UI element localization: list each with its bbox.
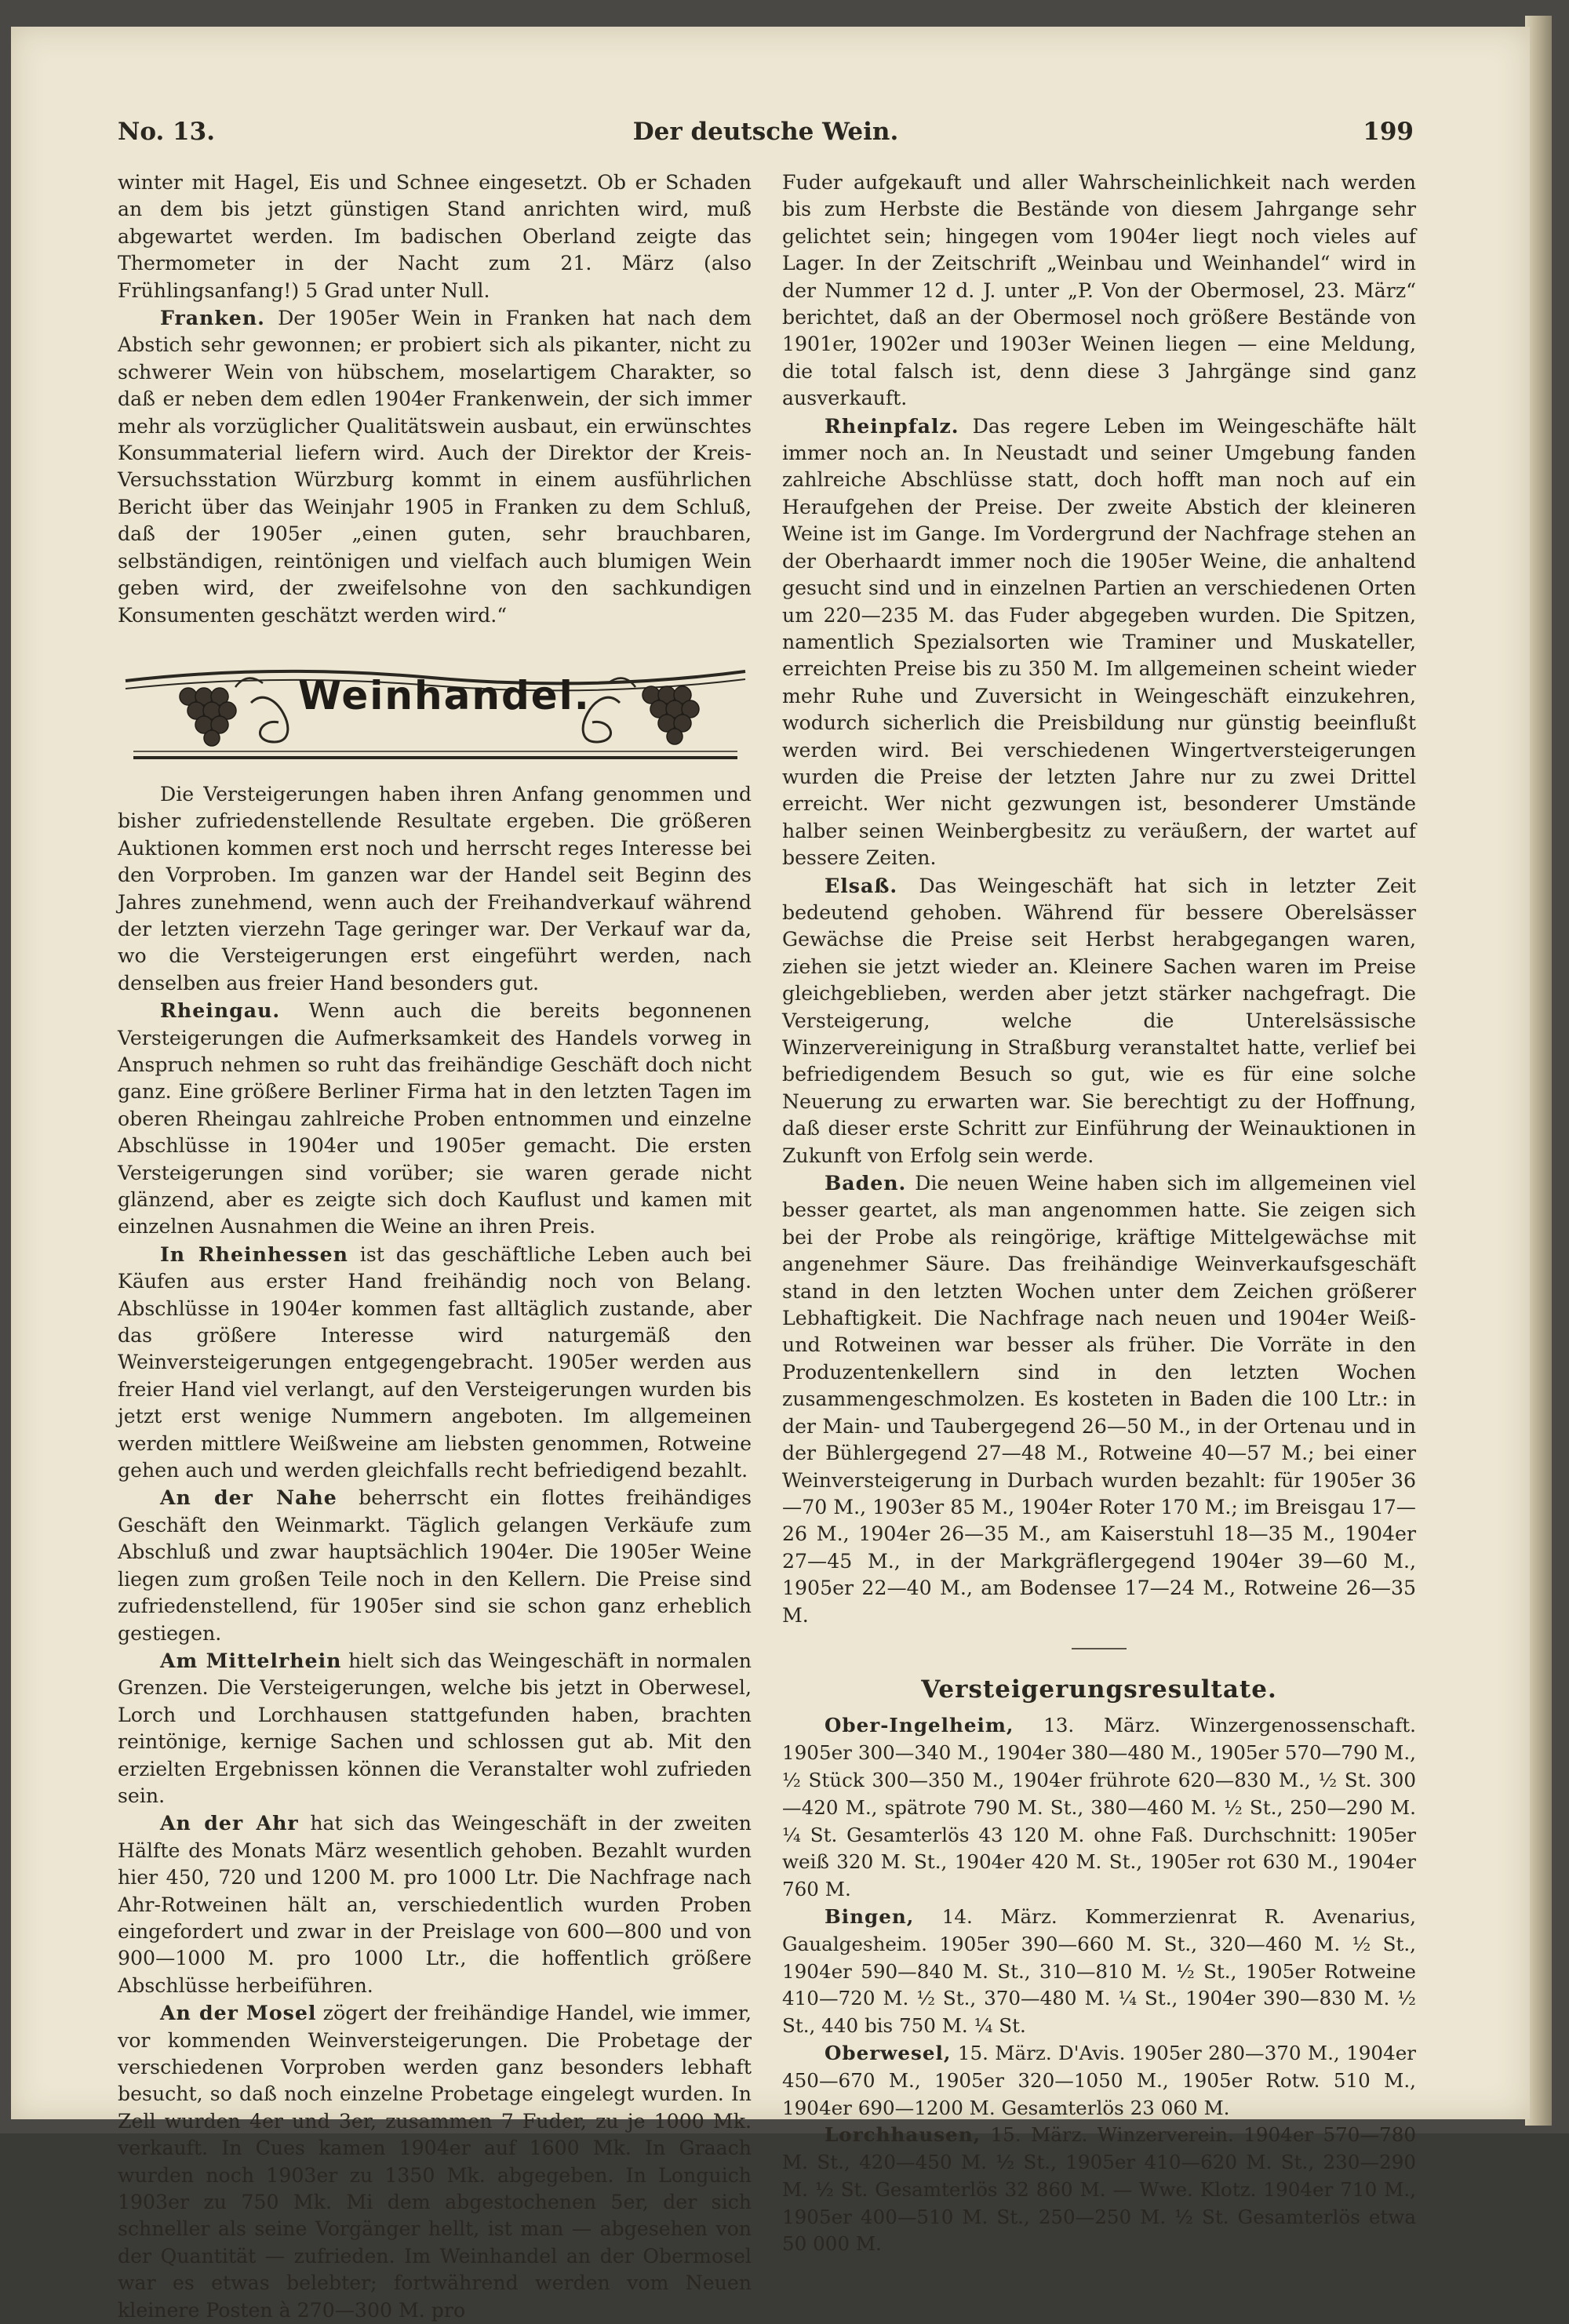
paragraph-elsass: Elsaß. Das Weingeschäft hat sich in letzter Zeit bedeutend gehoben. Während für bessere Oberelsässer Gewächse die Preise seit Herbst herabgegangen waren, ziehen sie jetzt wieder an. Kleinere Sachen waren im Preise gleichgeblieben, werden aber jetzt stärker nachgefragt. Die Versteigerung, welche die Unterelsässische Winzervereinigung in Straßburg veranstaltet hatte, verlief bei befriedigendem Besuch so gut, wie es für eine solche Neuerung zu erwarten war. Sie berechtigt zu der Hoffnung, daß dieser erste Schritt zur Einführung der Weinauktionen in Zukunft von Erfolg sein werde. xyxy=(782,873,1416,1167)
region-baden: Baden. xyxy=(825,1171,907,1195)
result-bingen: Bingen, 14. März. Kommerzienrat R. Avenarius, Gaualgesheim. 1905er 390—660 M. St., 320—460 M. ½ St., 1904er 590—840 M. St., 310—810 M. ½ St., 1905er Rotweine 410—720 M. ½ St., 370—480 M. ¼ St., 1904er 390—830 M. ½ St., 440 bis 750 M. ¼ St. xyxy=(782,1904,1416,2038)
region-mosel: An der Mosel xyxy=(160,2001,317,2025)
page-number: 199 xyxy=(1363,118,1414,146)
section-title-weinhandel: Weinhandel. xyxy=(298,672,591,718)
region-rheingau: Rheingau. xyxy=(160,998,281,1023)
region-franken: Franken. xyxy=(160,306,265,330)
issue-number: No. 13. xyxy=(118,118,215,146)
paragraph-mittelrhein: Am Mittelrhein hielt sich das Weingeschäft in normalen Grenzen. Die Versteigerungen, welche bis jetzt in Oberwesel, Lorch und Lorchhausen stattgefunden haben, brachten reintönige, kernige Sachen und schlossen gut ab. Mit den erzielten Ergebnissen können die Veranstalter wohl zufrieden sein. xyxy=(118,1648,752,1807)
paragraph-rheinpfalz: Rheinpfalz. Das regere Leben im Weingeschäfte hält immer noch an. In Neustadt und seiner Umgebung fanden zahlreiche Abschlüsse statt, doch hofft man noch auf ein Heraufgehen der Preise. Der zweite Abstich der kleineren Weine ist im Gange. Im Vordergrund der Nachfrage stehen an der Oberhaardt immer noch die 1905er Weine, die anhaltend gesucht sind und in einzelnen Partien an verschiedenen Orten um 220—235 M. das Fuder abgegeben wurden. Die Spitzen, namentlich Spezialsorten wie Traminer und Muskateller, erreichten Preise bis zu 350 M. Im allgemeinen scheint wieder mehr Ruhe und Zuversicht in Weingeschäft einzukehren, wodurch sicherlich die Preisbildung nur günstig beeinflußt werden wird. Bei verschiedenen Wingertversteigerungen wurden die Preise der letzten Jahre nur zu zwei Drittel erreicht. Wer nicht gezwungen ist, besonderer Umstände halber seinen Weinbergbesitz zu veräußern, der wartet auf bessere Zeiten. xyxy=(782,413,1416,870)
subsection-title-versteigerungsresultate: Versteigerungsresultate. xyxy=(921,1675,1277,1704)
weinhandel-ornament xyxy=(118,648,752,766)
paragraph-weather: winter mit Hagel, Eis und Schnee eingesetzt. Ob er Schaden an dem bis jetzt günstigen Stand anrichten wird, muß abgewartet werden. Im badischen Oberland zeigte das Thermometer in der Nacht zum 21. März (also Frühlingsanfang!) 5 Grad unter Null. xyxy=(118,171,752,302)
paragraph-intro: Die Versteigerungen haben ihren Anfang genommen und bisher zufriedenstellende Resultate ergeben. Die größeren Auktionen kommen erst noch und herrscht reges Interesse bei den Vorproben. Im ganzen war der Handel seit Beginn des Jahres zunehmend, wenn auch der Freihandverkauf während der letzten vierzehn Tage geringer war. Der Verkauf war da, wo die Versteigerungen erst eingeführt werden, nach denselben aus freier Hand besonders gut. xyxy=(118,782,752,995)
paragraph-obermosel-cont: Fuder aufgekauft und aller Wahrscheinlichkeit nach werden bis zum Herbste die Bestände von diesem Jahrgange sehr gelichtet sein; hingegen vom 1904er liegt noch vieles auf Lager. In der Zeitschrift „Weinbau und Weinhandel“ wird in der Nummer 12 d. J. unter „P. Von der Obermosel, 23. März“ berichtet, daß an der Obermosel noch größere Bestände von 1901er, 1902er und 1903er Weinen liegen — eine Meldung, die total falsch ist, denn diese 3 Jahrgänge sind ganz ausverkauft. xyxy=(782,171,1416,410)
paragraph-nahe: An der Nahe beherrscht ein flottes freihändiges Geschäft den Weinmarkt. Täglich gelangen Verkäufe zum Abschluß und zwar hauptsächlich 1904er. Die 1905er Weine liegen zum großen Teile noch in den Kellern. Die Preise sind zufriedenstellend, für 1905er sind sie schon ganz erheblich gestiegen. xyxy=(118,1486,752,1645)
region-elsass: Elsaß. xyxy=(825,873,898,897)
auction-results xyxy=(782,1712,1416,2258)
paragraph-baden: Baden. Die neuen Weine haben sich im allgemeinen viel besser geartet, als man angenommen hatte. Sie zeigen sich bei der Probe als reingörige, kräftige Mittelgewächse mit angenehmer Säure. Das freihändige Weinverkaufsgeschäft stand in den letzten Wochen unter dem Zeichen größerer Lebhaftigkeit. Die Nachfrage nach neuen und 1904er Weiß- und Rotweinen war besser als früher. Die Vorräte in den Produzentenkellern sind in den letzten Wochen zusammengeschmolzen. Es kosteten in Baden die 100 Ltr.: in der Main- und Taubergegend 26—50 M., in der Ortenau und in der Bühlergegend 27—48 M., Rotweine 40—57 M.; bei einer Weinversteigerung in Durbach wurden bezahlt: für 1905er 36—70 M., 1903er 85 M., 1904er Roter 170 M.; im Breisgau 17—26 M., 1904er 26—35 M., am Kaiserstuhl 18—35 M., 1904er 27—45 M., in der Markgräflergegend 1904er 39—60 M., 1905er 22—40 M., am Bodensee 17—24 M., Rotweine 26—35 M. xyxy=(782,1171,1416,1627)
result-oberwesel: Oberwesel, 15. März. D'Avis. 1905er 280—370 M., 1904er 450—670 M., 1905er 320—1050 M., 1905er Rotw. 510 M., 1904er 690—1200 M. Gesamterlös 23 060 M. xyxy=(782,2041,1416,2119)
paragraph-rheingau: Rheingau. Wenn auch die bereits begonnenen Versteigerungen die Aufmerksamkeit des Handels vorweg in Anspruch nehmen so ruht das freihändige Geschäft doch nicht ganz. Eine größere Berliner Firma hat in den letzten Tagen im oberen Rheingau zahlreiche Proben entnommen und einzelne Abschlüsse in 1904er und 1905er gemacht. Die ersten Versteigerungen sind vorüber; sie waren gerade nicht glänzend, aber es zeigte sich doch Kauflust und kamen mit einzelnen Ausnahmen die Weine an ihren Preis. xyxy=(118,998,752,1238)
result-ober-ingelheim: Ober-Ingelheim, 13. März. Winzergenossenschaft. 1905er 300—340 M., 1904er 380—480 M., 1905er 570—790 M., ½ Stück 300—350 M., 1904er frührote 620—830 M., ½ St. 300—420 M., spätrote 790 M. St., 380—460 M. ½ St., 250—290 M. ¼ St. Gesamterlös 43 120 M. ohne Faß. Durchschnitt: 1905er weiß 320 M. St., 1904er 420 M. St., 1905er rot 630 M., 1904er 760 M. xyxy=(782,1714,1416,1901)
region-nahe: An der Nahe xyxy=(160,1486,337,1510)
paragraph-mosel: An der Mosel zögert der freihändige Handel, wie immer, vor kommenden Weinversteigerungen. Die Probetage der verschiedenen Vorproben werden ganz besonders lebhaft besucht, so daß noch einzelne Probetage eingelegt wurden. In Zell wurden 4er und 3er, zusammen 7 Fuder, zu je 1000 Mk. verkauft. In Cues kamen 1904er auf 1600 Mk. In Graach wurden noch 1903er zu 1350 Mk. abgegeben. In Longuich 1903er zu 750 Mk. Mi dem abgestochenen 5er, der sich schneller als seine Vorgänger hellt, ist man — abgesehen von der Quantität — zufrieden. Im Weinhandel an der Obermosel war es etwas belebter; fortwährend werden vom Neuen kleinere Posten à 270—300 M. pro xyxy=(118,2001,752,2322)
left-column xyxy=(118,169,752,2324)
result-lorchhausen: Lorchhausen, 15. März. Winzerverein. 1904er 570—780 M. St., 420—450 M. ½ St., 1905er 410—620 M. St., 230—290 M. ½ St. Gesamterlös 32 860 M. — Wwe. Klotz. 1904er 710 M., 1905er 400—510 M. St., 250—250 M. ½ St. Gesamterlös etwa 50 000 M. xyxy=(782,2123,1416,2256)
right-column xyxy=(782,169,1416,2258)
region-ahr: An der Ahr xyxy=(160,1811,299,1835)
publication-title: Der deutsche Wein. xyxy=(632,118,899,146)
paragraph-franken: Franken. Der 1905er Wein in Franken hat nach dem Abstich sehr gewonnen; er probiert sich als pikanter, nicht zu schwerer Wein von hübschem, moselartigem Charakter, so daß er neben dem edlen 1904er Frankenwein, der sich immer mehr als vorzüglicher Qualitätswein ausbaut, ein erwünschtes Konsummaterial liefern wird. Auch der Direktor der Kreis-Versuchsstation Würzburg kommt in einem ausführlichen Bericht über das Weinjahr 1905 in Franken zu dem Schluß, daß der 1905er „einen guten, sehr brauchbaren, selbständigen, reintönigen und vielfach auch blumigen Wein geben wird, der zweifelsohne von den sachkundigen Konsumenten geschätzt werden wird.“ xyxy=(118,306,752,627)
paragraph-rheinhessen: In Rheinhessen ist das geschäftliche Leben auch bei Käufen aus erster Hand freihändig noch von Belang. Abschlüsse in 1904er kommen fast alltäglich zustande, aber das größere Interesse wird naturgemäß den Weinversteigerungen entgegengebracht. 1905er werden aus freier Hand viel verlangt, auf den Versteigerungen wurden bis jetzt erst wenige Nummern angeboten. Im allgemeinen werden mittlere Weißweine am liebsten genommen, Rotweine gehen auch und werden gleichfalls recht befriedigend bezahlt. xyxy=(118,1242,752,1482)
section-divider xyxy=(1072,1648,1127,1649)
region-rheinpfalz: Rheinpfalz. xyxy=(825,413,959,438)
region-mittelrhein: Am Mittelrhein xyxy=(160,1648,342,1672)
region-rheinhessen: In Rheinhessen xyxy=(160,1242,348,1266)
page-header xyxy=(118,118,1414,155)
paragraph-ahr: An der Ahr hat sich das Weingeschäft in der zweiten Hälfte des Monats März wesentlich gehoben. Bezahlt wurden hier 450, 720 und 1200 M. pro 1000 Ltr. Die Nachfrage nach Ahr-Rotweinen hält an, verschiedentlich wurden Proben eingefordert und zwar in der Preislage von 600—800 und von 900—1000 M. pro 1000 Ltr., die hoffentlich größere Abschlüsse herbeiführen. xyxy=(118,1811,752,1997)
